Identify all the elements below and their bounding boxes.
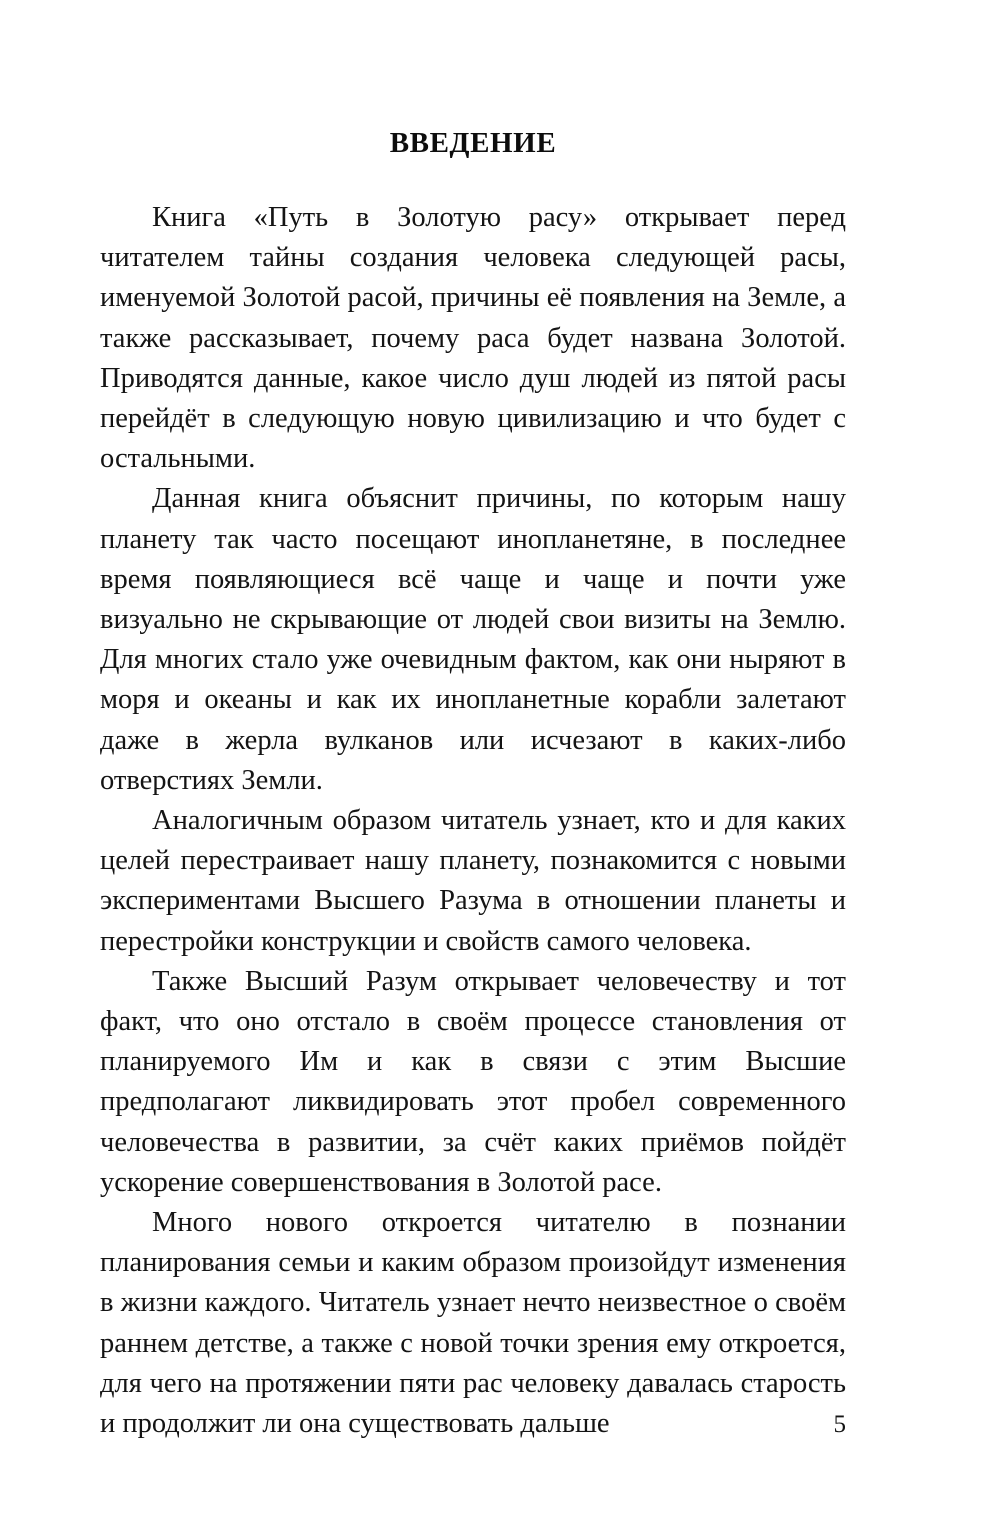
body-text [100, 198, 846, 1444]
page-title: ВВЕДЕНИЕ [389, 127, 557, 159]
paragraph: Много нового откроется читателю в познании планирования семьи и каким образом произойдут изменения в жизни каждого. Читатель узнает нечто неизвестное о своём раннем детстве, а также с новой точки зрения ему откроется, для чего на протяжении пяти рас человеку давалась старость и продолжит ли она существовать дальше [100, 1206, 846, 1439]
paragraph: Аналогичным образом читатель узнает, кто и для каких целей перестраивает нашу планету, познакомится с новыми экспериментами Высшего Разума в отношении планеты и перестройки конструкции и свойств самого человека. [100, 804, 846, 957]
paragraph: Также Высший Разум открывает человечеству и тот факт, что оно отстало в своём процессе становления от планируемого Им и как в связи с этим Высшие предполагают ликвидировать этот пробел современного человечества в развитии, за счёт каких приёмов пойдёт ускорение совершенствования в Золотой расе. [100, 965, 846, 1198]
paragraph: Данная книга объяснит причины, по которым нашу планету так часто посещают инопланетяне, в последнее время появляющиеся всё чаще и чаще и почти уже визуально не скрывающие от людей свои визиты на Землю. Для многих стало уже очевидным фактом, как они ныряют в моря и океаны и как их инопланетные корабли залетают даже в жерла вулканов или исчезают в каких-либо отверстиях Земли. [100, 483, 846, 796]
paragraph: Книга «Путь в Золотую расу» открывает перед читателем тайны создания человека следующей расы, именуемой Золотой расой, причины её появления на Земле, а также рассказывает, почему раса будет названа Золотой. Приводятся данные, какое число душ людей из пятой расы перейдёт в следующую новую цивилизацию и что будет с остальными. [100, 201, 846, 475]
page-content [100, 128, 846, 1444]
page-number: 5 [833, 1411, 846, 1438]
